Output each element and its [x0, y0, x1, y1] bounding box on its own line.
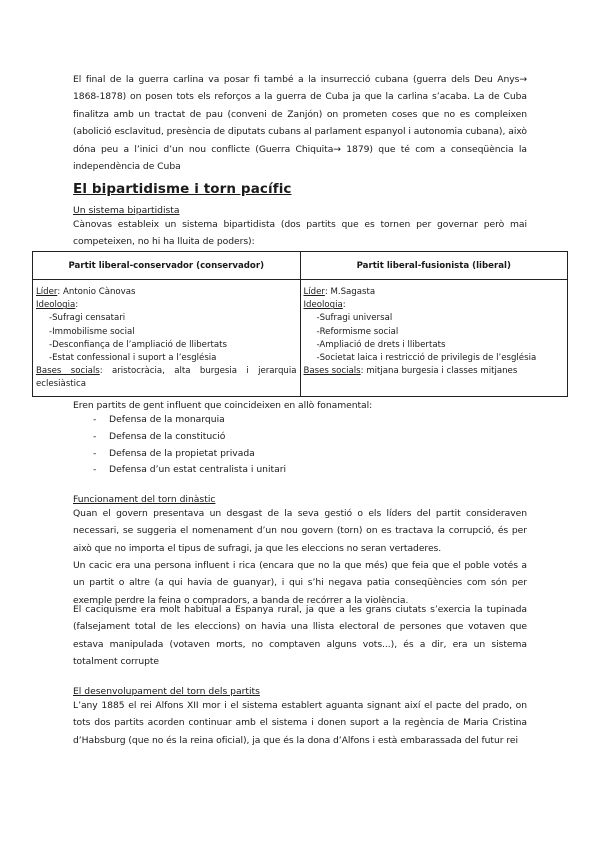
leader-label: Líder — [36, 287, 58, 297]
social-label: Bases socials — [303, 366, 361, 377]
social-bases-line — [304, 365, 565, 378]
ideology-label: Ideologia — [36, 300, 76, 311]
section-title: El bipartidisme i torn pacífic — [73, 181, 292, 197]
header-liberal: Partit liberal-fusionista (liberal) — [300, 252, 568, 280]
ideology-item: -Immobilisme social — [49, 326, 135, 337]
ideology-label: Ideologia — [303, 300, 343, 311]
list-item: - Defensa de la constitució — [93, 429, 286, 446]
ideology-line — [304, 299, 565, 312]
list-item: - Defensa de la propietat privada — [93, 446, 286, 463]
subsection-title-bipartisan: Un sistema bipartidista — [73, 205, 180, 216]
torn-paragraph-1: Quan el govern presentava un desgast de la seva gestió o els líders del partit consideraven necessari, se suggeria el nomenament d’un nou govern (torn) on es tractava la corrupció, és per això que no importa el tipus de sufragi, ja que les eleccions no seran vertaderes. — [73, 508, 527, 554]
social-value: : mitjana burgesia i classes mitjanes — [360, 366, 518, 377]
parties-table — [32, 251, 568, 397]
liberal-cell — [300, 280, 568, 397]
intro-paragraph: El final de la guerra carlina va posar fi també a la insurrecció cubana (guerra dels Deu Anys→ 1868-1878) on posen tots els reforços a la guerra de Cuba ja que la carlina s’acaba. La de Cuba finalitza amb un tractat de pau (conveni de Zanjón) on prometen coses que no es compleixen (abolició esclavitud, presència de diputats cubans al parlament espanyol i autonomia cubana), això dóna peu a l’inici d’un nou conflicte (Guerra Chiquita→ 1879) que té com a conseqüència la independència de Cuba — [73, 74, 527, 173]
list-item: - Defensa d’un estat centralista i unitari — [93, 462, 286, 479]
leader-line — [304, 286, 565, 299]
subsection-title-torn: Funcionament del torn dinàstic — [73, 494, 216, 505]
conservative-cell — [33, 280, 301, 397]
social-bases-line — [36, 365, 297, 391]
leader-value: : M.Sagasta — [324, 287, 376, 297]
leader-value: : Antonio Cànovas — [57, 287, 136, 297]
list-item: - Defensa de la monarquia — [93, 412, 286, 429]
ideology-item: -Sufragi universal — [316, 313, 393, 324]
ideology-item: -Estat confessional i suport a l’església — [49, 353, 217, 364]
leader-line — [36, 286, 297, 299]
ideology-item: -Ampliació de drets i llibertats — [316, 339, 446, 350]
torn-paragraph-3: El caciquisme era molt habitual a Espanya rural, ja que a les grans ciutats s’exercia la tupinada (falsejament total de les eleccions) on havia una llista electoral de persones que votaven que estava manipulada (votaven morts, no comptaven alguns vots...), és a dir, era un sistema totalment corrupte — [73, 604, 527, 668]
ideology-item: -Reformisme social — [316, 326, 399, 337]
bipartisan-paragraph: Cànovas estableix un sistema bipartidista (dos partits que es tornen per governar però mai competeixen, no hi ha lluita de poders): — [73, 219, 527, 248]
ideology-item: -Sufragi censatari — [49, 313, 126, 324]
ideology-colon: : — [342, 300, 346, 311]
shared-intro: Eren partits de gent influent que coincideixen en allò fonamental: — [73, 400, 373, 411]
torn-paragraph-2: Un cacic era una persona influent i rica (encara que no la que més) que feia que el poble votés a un partit o altre (a qui havia de guanyar), i qui s’hi negava patia conseqüències com són per exemple perdre la feina o compradors, a banda de recórrer a la violència. — [73, 560, 527, 606]
ideology-colon: : — [75, 300, 79, 311]
ideology-item: -Societat laica i restricció de privilegis de l’església — [316, 353, 537, 364]
table-header-row — [33, 252, 568, 280]
ideology-line — [36, 299, 297, 312]
subsection-title-development: El desenvolupament del torn dels partits — [73, 686, 260, 697]
social-label: Bases socials — [36, 366, 100, 377]
ideology-item: -Desconfiança de l’ampliació de llibertats — [49, 339, 227, 350]
leader-label: Líder — [303, 287, 325, 297]
shared-list — [93, 412, 286, 479]
development-paragraph: L’any 1885 el rei Alfons XII mor i el sistema establert aguanta signant així el pacte del prado, on tots dos partits acorden continuar amb el sistema i donen suport a la regència de Maria Cristina d’Habsburg (que no és la reina oficial), ja que és la dona d’Alfons i està embarassada del futur rei — [73, 700, 527, 746]
table-body-row — [33, 280, 568, 397]
social-value: : aristocràcia, alta burgesia i jerarquia eclesiàstica — [36, 366, 297, 390]
header-conservative: Partit liberal-conservador (conservador) — [33, 252, 301, 280]
